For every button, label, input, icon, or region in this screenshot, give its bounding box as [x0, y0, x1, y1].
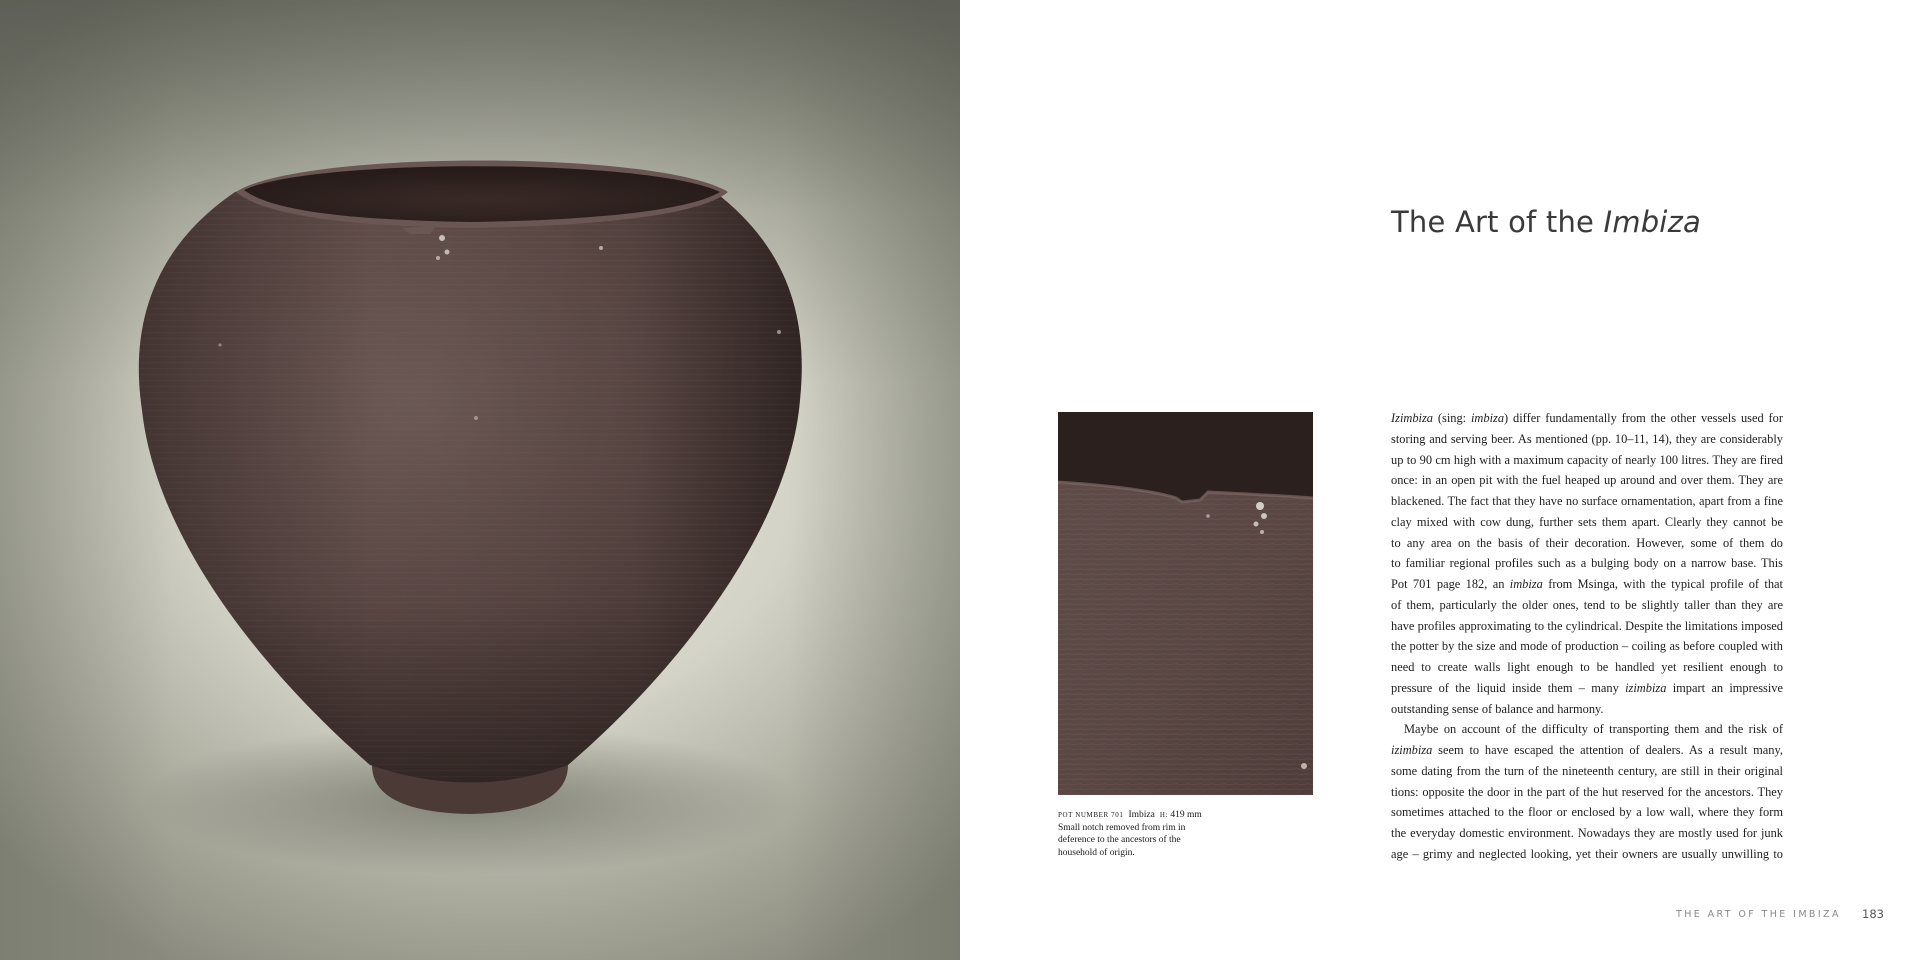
chapter-title-italic: Imbiza — [1603, 205, 1701, 239]
body-text-line — [1391, 553, 1783, 574]
caption-pot-number: POT NUMBER 701 — [1058, 811, 1124, 819]
body-text-line — [1391, 574, 1783, 595]
body-text-run: from Msinga, with the typical profile of that — [1548, 577, 1783, 591]
body-text-line — [1391, 823, 1783, 844]
caption-pot-name: Imbiza — [1128, 810, 1155, 820]
body-text-line — [1391, 761, 1783, 782]
body-text-run: the everyday domestic environment. Nowadays they are mostly used for junk — [1391, 826, 1783, 840]
body-text-run: impart an impressive — [1672, 680, 1783, 695]
body-text-line — [1391, 512, 1783, 533]
body-text-run: sometimes attached to the floor or enclosed by a low wall, where they form — [1391, 805, 1783, 820]
body-text-run: up to 90 cm high with a maximum capacity of nearly 100 litres. They are fired — [1391, 452, 1783, 467]
body-text-run: seem to have escaped the attention of dealers. As a result many, — [1438, 743, 1783, 757]
body-text-run: Maybe on account of the difficulty of transporting them and the risk of — [1404, 722, 1783, 737]
body-text-line — [1391, 678, 1783, 699]
caption-height-label: H: — [1159, 811, 1169, 819]
body-text-run: (sing: — [1433, 411, 1471, 425]
body-text-line — [1391, 844, 1783, 865]
caption-height-value: 419 mm — [1170, 810, 1202, 820]
body-text-run: Pot 701 page 182, an — [1391, 577, 1510, 591]
body-text-run: some dating from the turn of the nineteenth century, are still in their original — [1391, 763, 1783, 778]
body-text-run: pressure of the liquid inside them – many — [1391, 680, 1626, 695]
body-text-run: of them, particularly the older ones, tend to be slightly taller than they are — [1391, 597, 1783, 612]
body-text-run: clay mixed with cow dung, further sets them apart. Clearly they cannot be — [1391, 514, 1783, 529]
body-text-run: blackened. The fact that they have no surface ornamentation, apart from a fine — [1391, 494, 1783, 508]
body-text — [1391, 408, 1783, 865]
body-text-run: have profiles approximating to the cylindrical. Despite the limitations imposed — [1391, 618, 1783, 633]
body-text-line — [1391, 782, 1783, 803]
body-text-run: outstanding sense of balance and harmony. — [1391, 701, 1604, 716]
body-text-line — [1391, 740, 1783, 761]
text-page — [960, 0, 1920, 960]
rim-detail-image — [1058, 412, 1313, 795]
running-head: THE ART OF THE IMBIZA — [1676, 909, 1841, 920]
body-text-italic: imbiza — [1509, 577, 1543, 591]
photo-caption — [1058, 809, 1218, 859]
body-text-line — [1391, 699, 1783, 720]
body-text-line — [1391, 429, 1783, 450]
pot-rim-detail-photo — [1058, 412, 1313, 795]
body-text-run: to any area on the basis of their decoration. However, some of them do — [1391, 535, 1783, 550]
body-text-run: to familiar regional profiles such as a bulging body on a narrow base. This — [1391, 556, 1783, 571]
body-text-run: need to create walls light enough to be handled yet resilient enough to — [1391, 660, 1783, 674]
body-text-italic: izimbiza — [1391, 743, 1433, 757]
body-text-line — [1391, 719, 1783, 740]
body-text-run: storing and serving beer. As mentioned (pp. 10–11, 14), they are considerably — [1391, 431, 1783, 446]
body-text-italic: Izimbiza — [1391, 411, 1433, 425]
body-text-line — [1391, 636, 1783, 657]
chapter-title-prefix: The Art of the — [1391, 205, 1604, 239]
body-text-run: age – grimy and neglected looking, yet their owners are usually unwilling to — [1391, 846, 1783, 861]
body-text-line — [1391, 657, 1783, 678]
body-text-run: the potter by the size and mode of production – coiling as before coupled with — [1391, 639, 1783, 654]
body-text-line — [1391, 533, 1783, 554]
body-text-line — [1391, 408, 1783, 429]
body-text-italic: izimbiza — [1625, 680, 1667, 695]
body-text-run: once: in an open pit with the fuel heaped up around and over them. They are — [1391, 473, 1783, 488]
body-text-line — [1391, 491, 1783, 512]
caption-line: deference to the ancestors of the — [1058, 835, 1181, 846]
body-text-line — [1391, 802, 1783, 823]
body-text-line — [1391, 450, 1783, 471]
caption-heading — [1058, 809, 1218, 822]
body-text-run: tions: opposite the door in the part of the hut reserved for the ancestors. They — [1391, 784, 1783, 799]
body-text-italic: imbiza — [1470, 411, 1505, 425]
page-number: 183 — [1862, 907, 1884, 921]
body-text-line — [1391, 595, 1783, 616]
body-text-line — [1391, 616, 1783, 637]
caption-line: Small notch removed from rim in — [1058, 822, 1186, 833]
caption-line: household of origin. — [1058, 847, 1135, 858]
chapter-title — [1391, 205, 1701, 239]
body-text-run: ) differ fundamentally from the other vessels used for — [1504, 411, 1783, 425]
body-text-line — [1391, 470, 1783, 491]
